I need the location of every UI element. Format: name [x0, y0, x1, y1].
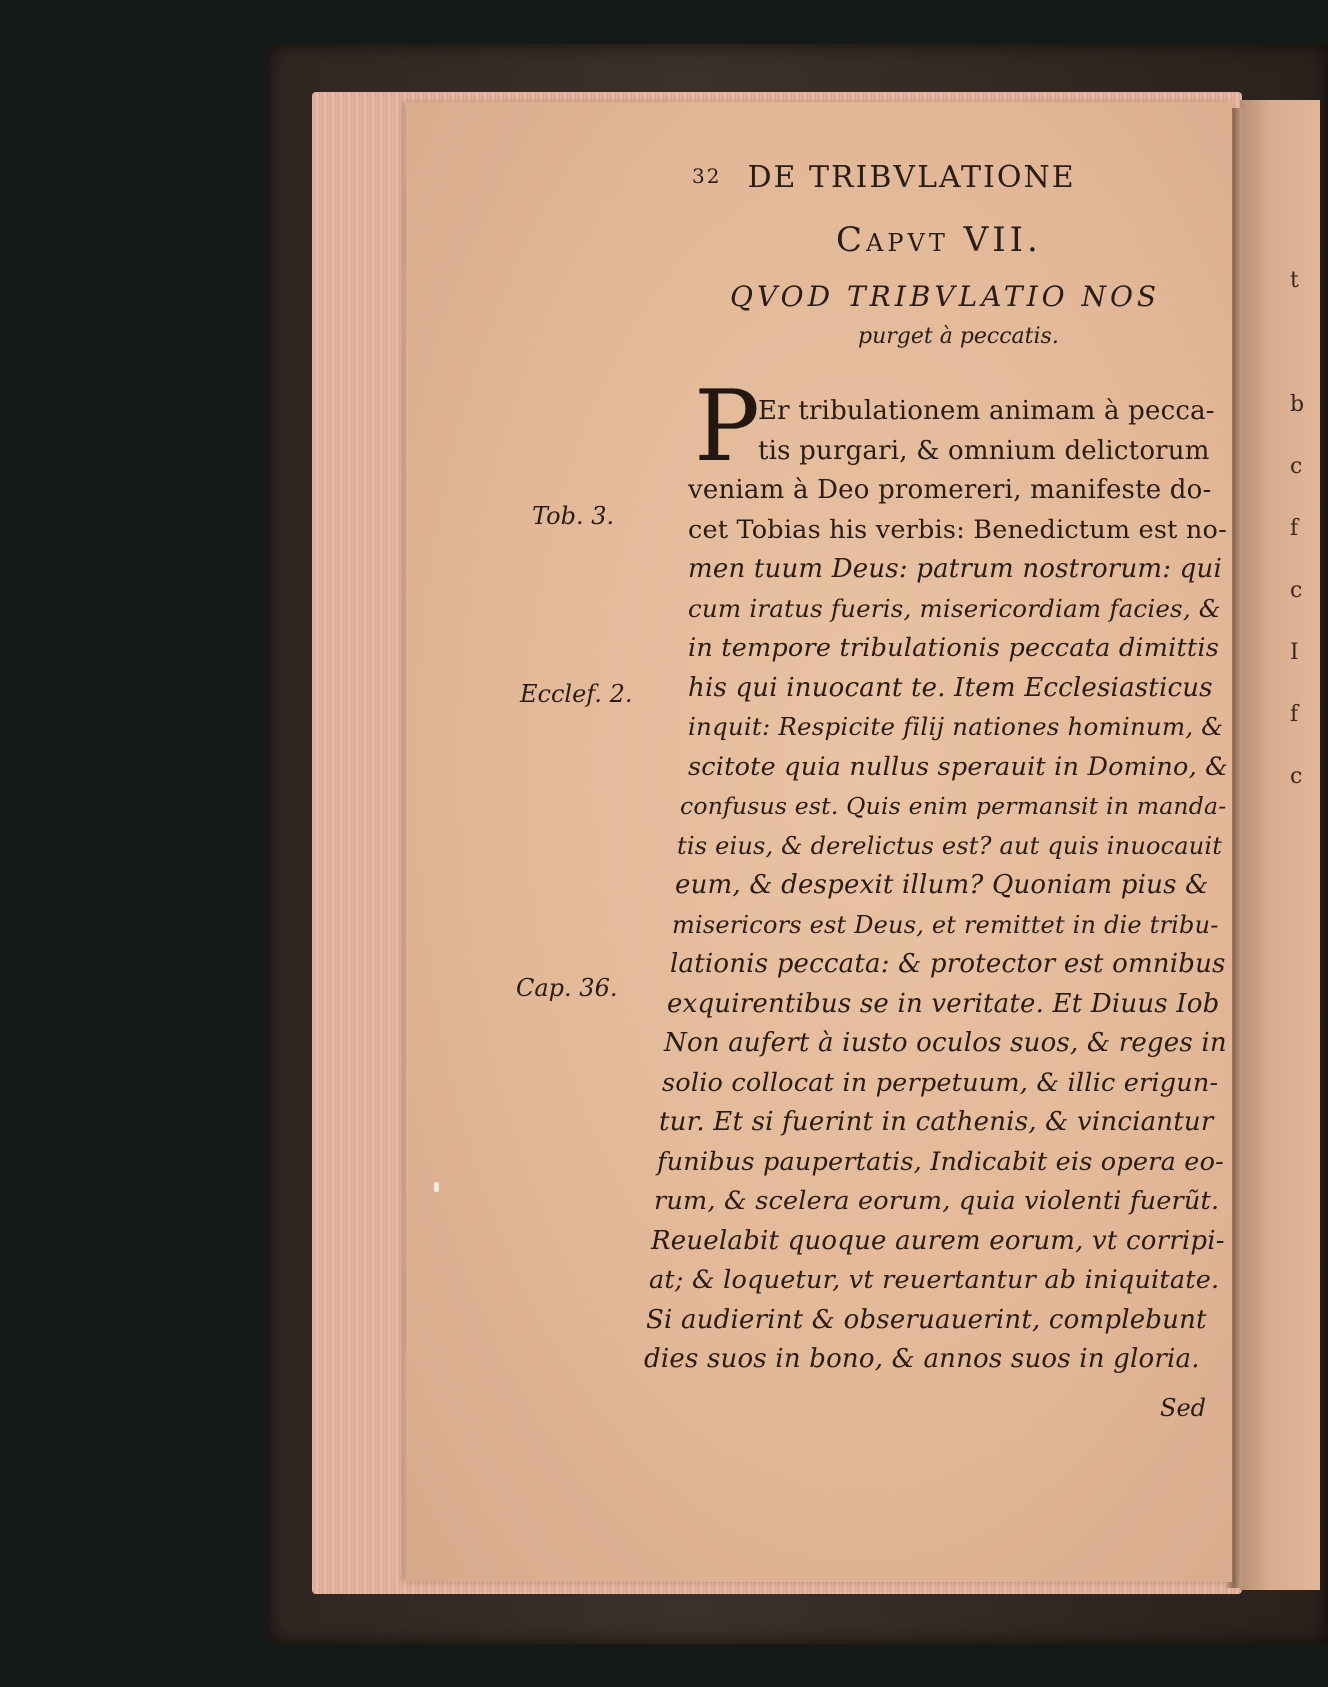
catchword: Sed — [1160, 1394, 1207, 1422]
body-line: confusus est. Quis enim permansit in manda- — [680, 792, 1227, 820]
margin-note-tob: Tob. 3. — [532, 502, 615, 530]
body-line: exquirentibus se in veritate. Et Diuus Iob — [667, 989, 1220, 1019]
body-line: Si audierint & obseruauerint, complebunt — [646, 1305, 1207, 1335]
facing-page-edge — [1240, 100, 1320, 1590]
margin-note-eccles: Ecclef. 2. — [520, 680, 633, 708]
body-line: dies suos in bono, & annos suos in gloria. — [644, 1344, 1200, 1374]
body-line: cum iratus fueris, misericordiam facies, & — [688, 594, 1221, 623]
chapter-title-line-1: QVOD TRIBVLATIO NOS — [730, 280, 1161, 313]
margin-note-cap: Cap. 36. — [516, 974, 618, 1002]
body-line: cet Tobias his verbis: Benedictum est no- — [688, 515, 1227, 545]
body-line: eum, & despexit illum? Quoniam pius & — [675, 870, 1209, 900]
body-line: tur. Et si fuerint in cathenis, & vinciantur — [659, 1107, 1214, 1137]
body-line: inquit: Respicite filij nationes hominum, & — [688, 712, 1224, 741]
body-line: rum, & scelera eorum, quia violenti fuerũt. — [654, 1186, 1220, 1216]
page-number: 32 — [692, 164, 722, 188]
body-line: Er tribulationem animam à pecca- — [758, 396, 1215, 426]
body-line: scitote quia nullus sperauit in Domino, & — [688, 752, 1229, 782]
body-line: his qui inuocant te. Item Ecclesiasticus — [688, 673, 1213, 703]
body-line: funibus paupertatis, Indicabit eis opera eo- — [657, 1147, 1224, 1177]
body-line: in tempore tribulationis peccata dimittis — [688, 633, 1219, 663]
drop-cap: P — [694, 370, 760, 484]
facing-page-fragments: t b c f c I f c — [1290, 268, 1305, 789]
body-line: lationis peccata: & protector est omnibus — [670, 949, 1226, 979]
body-line: men tuum Deus: patrum nostrorum: qui — [688, 554, 1222, 584]
body-line: at; & loquetur, vt reuertantur ab iniquitate. — [649, 1265, 1220, 1295]
paper-speck — [434, 1182, 439, 1192]
body-line: solio collocat in perpetuum, & illic erigun- — [662, 1068, 1219, 1098]
body-line: tis purgari, & omnium delictorum — [758, 436, 1210, 466]
chapter-number: Capvt VII. — [836, 220, 1042, 260]
running-title: DE TRIBVLATIONE — [747, 160, 1076, 195]
body-line: misericors est Deus, et remittet in die tribu- — [672, 911, 1219, 939]
body-line: Non aufert à iusto oculos suos, & reges in — [664, 1028, 1227, 1058]
chapter-title-line-2: purget à peccatis. — [858, 324, 1059, 349]
body-line: veniam à Deo promereri, manifeste do- — [688, 475, 1212, 505]
running-header — [692, 160, 1076, 195]
body-line: tis eius, & derelictus est? aut quis inuocauit — [677, 832, 1223, 860]
body-line: Reuelabit quoque aurem eorum, vt corripi- — [651, 1226, 1225, 1256]
